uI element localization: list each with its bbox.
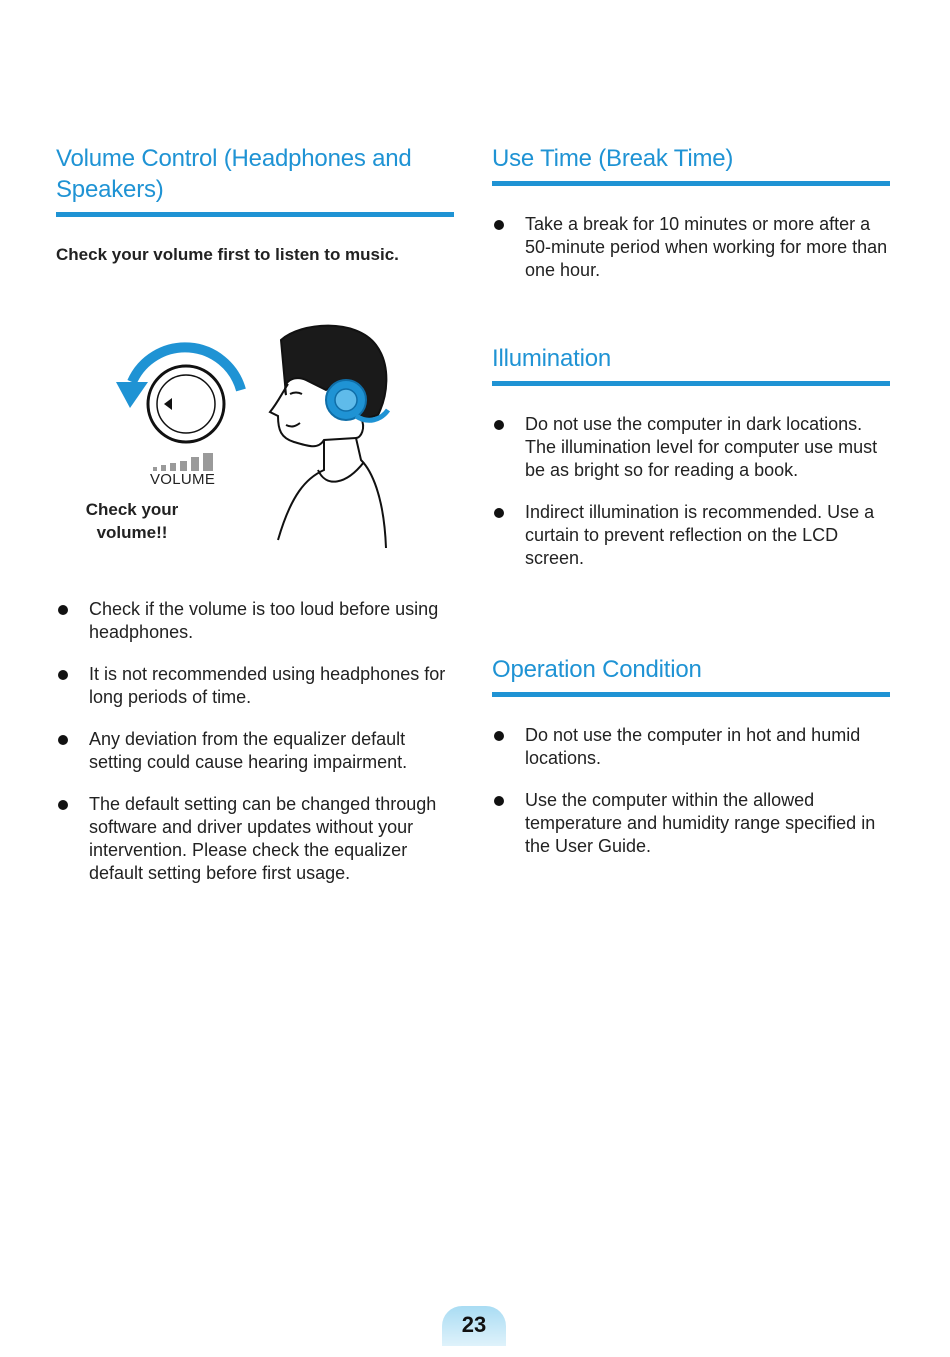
bullet-icon [494,731,504,741]
operation-condition-section [492,654,890,877]
person-headphones-illustration [270,326,388,548]
volume-bars-icon [153,453,213,471]
illumination-section [492,343,890,589]
list-item: Do not use the computer in dark locations. The illumination level for computer use must be as bright so for reading a book. [492,413,890,482]
bullet-icon [58,605,68,615]
page-number: 23 [442,1306,506,1346]
bullet-icon [494,420,504,430]
illustration-caption: Check your volume!! [85,500,179,542]
list-item: Use the computer within the allowed temperature and humidity range specified in the User Guide. [492,789,890,858]
section-heading: Use Time (Break Time) [492,145,734,172]
heading-rule [492,381,890,386]
list-item: Do not use the computer in hot and humid locations. [492,724,890,770]
list-item: It is not recommended using headphones for long periods of time. [56,663,454,709]
use-time-section [492,143,890,301]
list-item: Check if the volume is too loud before using headphones. [56,598,454,644]
bullet-icon [58,670,68,680]
heading-rule [56,212,454,217]
heading-rule [492,181,890,186]
bullet-icon [58,735,68,745]
heading-rule [492,692,890,697]
list-item: Any deviation from the equalizer default setting could cause hearing impairment. [56,728,454,774]
volume-label: VOLUME [150,471,216,488]
section-heading: Operation Condition [492,656,702,683]
list-item: The default setting can be changed through software and driver updates without your intervention. Please check the equalizer default setting before first usage. [56,793,454,885]
section-heading: Illumination [492,345,611,372]
bullet-icon [494,796,504,806]
list-item: Indirect illumination is recommended. Use a curtain to prevent reflection on the LCD screen. [492,501,890,570]
volume-control-section [56,143,454,217]
section-heading: Volume Control (Headphones and Speakers) [56,145,412,203]
lead-text: Check your volume first to listen to music. [56,245,399,264]
bullet-icon [58,800,68,810]
volume-knob-icon [148,366,224,442]
volume-bullet-list [56,598,454,904]
bullet-icon [494,508,504,518]
bullet-icon [494,220,504,230]
list-item: Take a break for 10 minutes or more after a 50-minute period when working for more than one hour. [492,213,890,282]
